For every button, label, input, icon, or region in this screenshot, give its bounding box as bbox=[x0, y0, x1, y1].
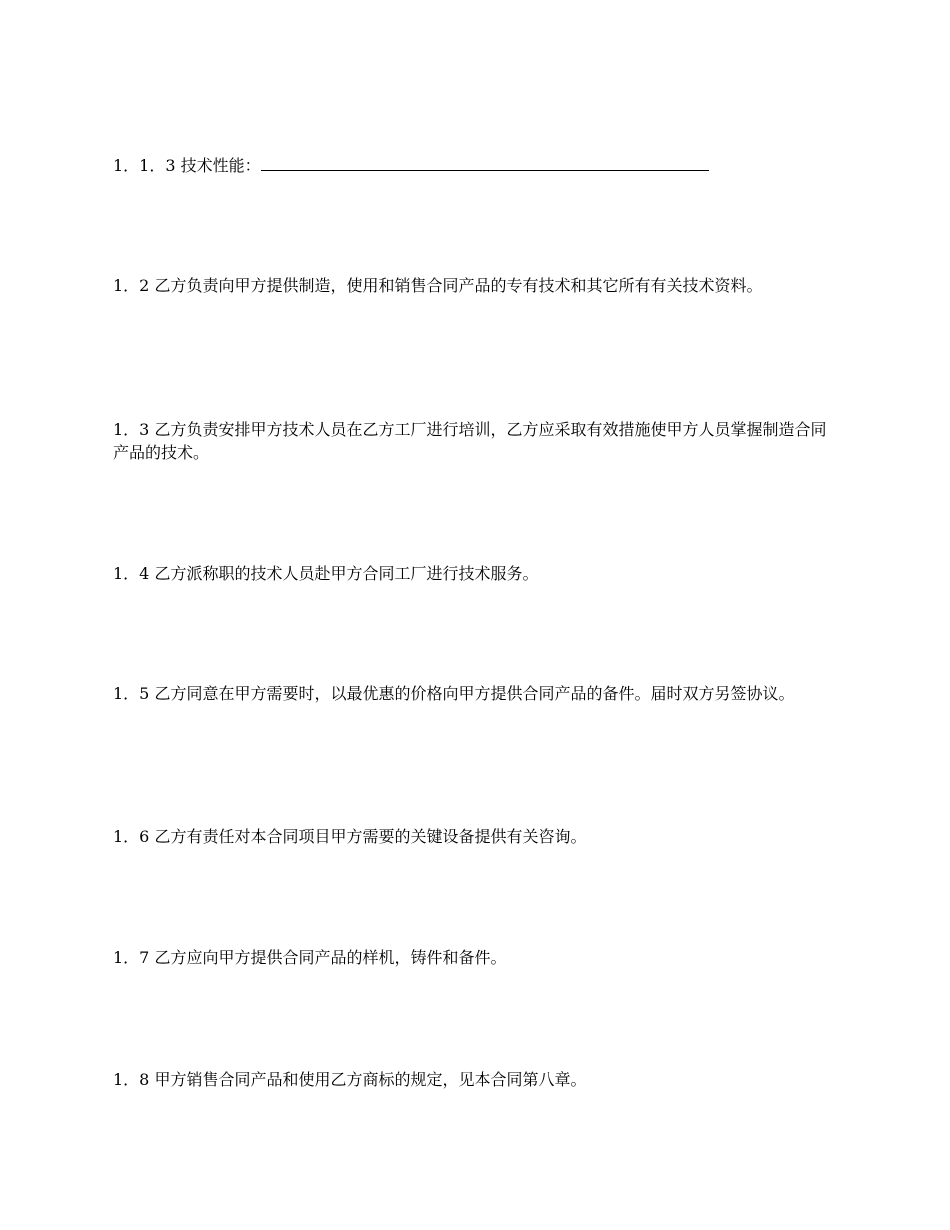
clause-text: 1．2 乙方负责向甲方提供制造，使用和销售合同产品的专有技术和其它所有有关技术资料。 bbox=[113, 276, 763, 295]
clause-1-3 bbox=[113, 418, 828, 464]
clause-1-1-3 bbox=[113, 153, 828, 177]
clause-1-7 bbox=[113, 946, 828, 969]
clause-text: 1．1．3 技术性能： bbox=[113, 156, 261, 175]
clause-text: 1．7 乙方应向甲方提供合同产品的样机，铸件和备件。 bbox=[113, 948, 507, 967]
clause-text: 1．8 甲方销售合同产品和使用乙方商标的规定，见本合同第八章。 bbox=[113, 1070, 587, 1089]
clause-1-4 bbox=[113, 562, 828, 585]
clause-1-2 bbox=[113, 274, 828, 297]
fill-in-blank-line[interactable] bbox=[261, 153, 709, 171]
clause-text: 1．5 乙方同意在甲方需要时，以最优惠的价格向甲方提供合同产品的备件。届时双方另签协议。 bbox=[113, 684, 795, 703]
clause-1-8 bbox=[113, 1068, 828, 1091]
clause-1-6 bbox=[113, 825, 828, 848]
clause-text: 1．6 乙方有责任对本合同项目甲方需要的关键设备提供有关咨询。 bbox=[113, 827, 587, 846]
clause-text: 1．4 乙方派称职的技术人员赴甲方合同工厂进行技术服务。 bbox=[113, 564, 539, 583]
clause-1-5 bbox=[113, 682, 828, 705]
clause-text: 1．3 乙方负责安排甲方技术人员在乙方工厂进行培训，乙方应采取有效措施使甲方人员掌握制造合同产品的技术。 bbox=[113, 420, 827, 462]
